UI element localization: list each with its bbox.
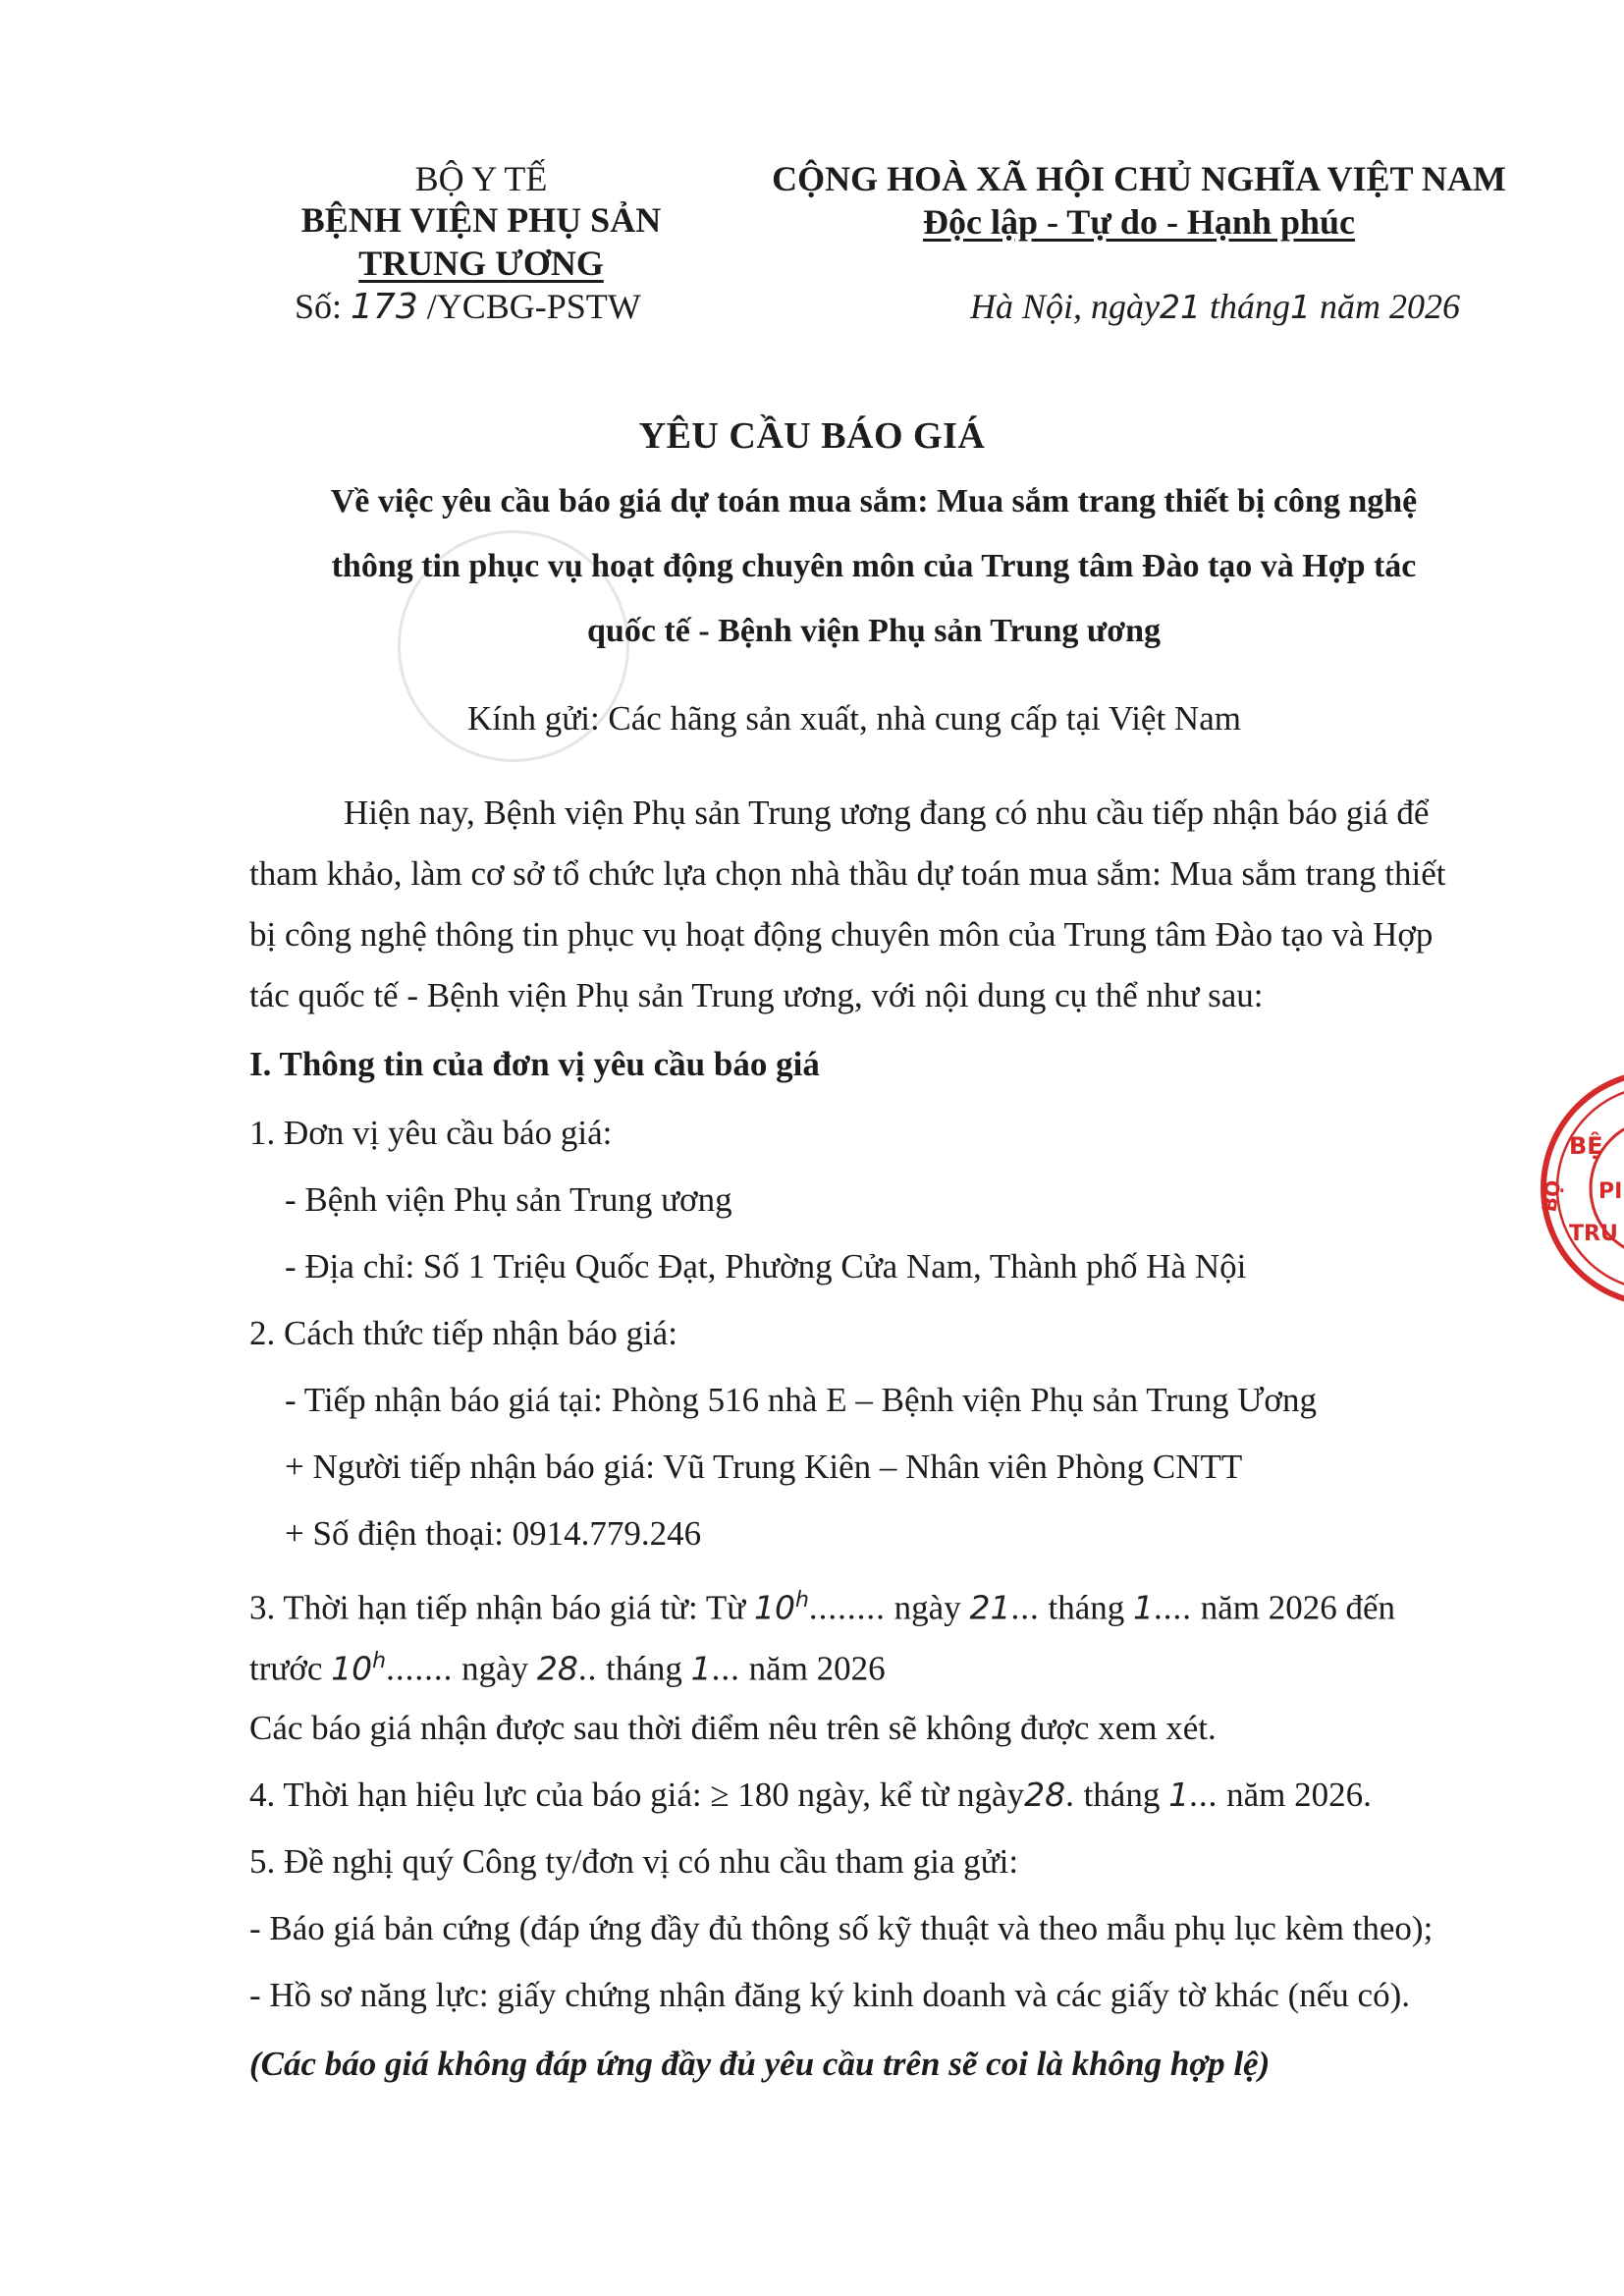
recipient-line: Kính gửi: Các hãng sản xuất, nhà cung cấp tại Việt Nam (467, 699, 1241, 738)
item-3-dots-1: ........ (808, 1588, 886, 1627)
item-3-line-1 (249, 1579, 1395, 1630)
item-3-start: 3. Thời hạn tiếp nhận báo giá từ: Từ (249, 1588, 746, 1627)
item-5-capability: - Hồ sơ năng lực: giấy chứng nhận đăng ký kinh doanh và các giấy tờ khác (nếu có). (249, 1976, 1410, 2014)
date-month-handwritten: 1 (1290, 288, 1312, 326)
item-3-day-from: 21 (969, 1588, 1011, 1627)
item-3-dots-4: ....... (386, 1649, 454, 1688)
item-3-year-from: năm 2026 đến (1200, 1588, 1396, 1627)
item-3-dots-5: .. (577, 1649, 598, 1688)
item-3-day-to: 28 (536, 1649, 578, 1688)
section-1-heading: I. Thông tin của đơn vị yêu cầu báo giá (249, 1045, 820, 1083)
national-motto: Độc lập - Tự do - Hạnh phúc (922, 202, 1356, 242)
item-4-month-label: tháng (1083, 1776, 1161, 1814)
hospital-seal-stamp (1522, 1066, 1624, 1311)
date-year: năm 2026 (1320, 287, 1461, 326)
item-3-dots-2: ... (1010, 1588, 1040, 1627)
item-4-month: 1 (1168, 1776, 1190, 1814)
issue-date (970, 285, 1460, 329)
stamp-side-text: BỘ (1537, 1177, 1566, 1214)
item-3-note: Các báo giá nhận được sau thời điểm nêu trên sẽ không được xem xét. (249, 1709, 1217, 1747)
closing-note: (Các báo giá không đáp ứng đầy đủ yêu cầu trên sẽ coi là không hợp lệ) (249, 2045, 1271, 2083)
date-month-label: tháng (1210, 287, 1291, 326)
item-3-year-to: năm 2026 (748, 1649, 886, 1688)
document-subject (236, 469, 1512, 664)
item-3-day-label-1: ngày (893, 1588, 961, 1627)
item-1: 1. Đơn vị yêu cầu báo giá: (249, 1114, 613, 1152)
country-name: CỘNG HOÀ XÃ HỘI CHỦ NGHĨA VIỆT NAM (772, 159, 1506, 198)
stamp-text-line-3: TRU (1569, 1222, 1618, 1246)
intro-line-3: bị công nghệ thông tin phục vụ hoạt động chuyên môn của Trung tâm Đào tạo và Hợp (249, 915, 1434, 954)
item-3-day-label-2: ngày (461, 1649, 529, 1688)
date-day-handwritten: 21 (1160, 288, 1201, 326)
document-number-prefix: Số: (295, 287, 343, 326)
item-3-month-label-2: tháng (606, 1649, 682, 1688)
item-3-hour-from: 10 (753, 1588, 795, 1627)
item-2-location: - Tiếp nhận báo giá tại: Phòng 516 nhà E – Bệnh viện Phụ sản Trung Ương (285, 1381, 1317, 1419)
item-5: 5. Đề nghị quý Công ty/đơn vị có nhu cầu tham gia gửi: (249, 1842, 1019, 1881)
item-3-dots-6: ... (711, 1649, 740, 1688)
subject-line-1: Về việc yêu cầu báo giá dự toán mua sắm: Mua sắm trang thiết bị công nghệ (330, 483, 1418, 519)
intro-line-2: tham khảo, làm cơ sở tổ chức lựa chọn nhà thầu dự toán mua sắm: Mua sắm trang thiết (249, 854, 1446, 893)
stamp-text-line-2: PI (1598, 1179, 1623, 1204)
item-3-before: trước (249, 1649, 323, 1688)
item-4 (249, 1774, 1372, 1817)
item-3-line-2 (249, 1640, 886, 1691)
ministry-name: BỘ Y TẾ (414, 159, 548, 198)
item-3-hour-to: 10 (331, 1649, 373, 1688)
subject-line-2: thông tin phục vụ hoạt động chuyên môn của Trung tâm Đào tạo và Hợp tác (331, 548, 1417, 584)
item-4-dots-1: . (1065, 1776, 1075, 1814)
item-4-year: năm 2026. (1226, 1776, 1372, 1814)
document-title: YÊU CẦU BÁO GIÁ (638, 415, 986, 457)
item-4-day: 28 (1024, 1776, 1066, 1814)
item-3-month-from: 1 (1132, 1588, 1154, 1627)
intro-line-4: tác quốc tế - Bệnh viện Phụ sản Trung ương, với nội dung cụ thể như sau: (249, 976, 1264, 1014)
intro-line-1: Hiện nay, Bệnh viện Phụ sản Trung ương đang có nhu cầu tiếp nhận báo giá để (344, 793, 1430, 832)
subject-line-3: quốc tế - Bệnh viện Phụ sản Trung ương (587, 613, 1161, 649)
item-3-month-to: 1 (690, 1649, 712, 1688)
hospital-name-line1: BỆNH VIỆN PHỤ SẢN (300, 200, 662, 240)
date-prefix: Hà Nội, ngày (970, 287, 1160, 326)
item-2-phone: + Số điện thoại: 0914.779.246 (285, 1514, 702, 1553)
document-number-suffix: /YCBG-PSTW (426, 287, 641, 326)
item-5-quotation: - Báo giá bản cứng (đáp ứng đầy đủ thông số kỹ thuật và theo mẫu phụ lục kèm theo); (249, 1909, 1434, 1947)
item-2-receiver: + Người tiếp nhận báo giá: Vũ Trung Kiên – Nhân viên Phòng CNTT (285, 1448, 1243, 1486)
hospital-name-line2: TRUNG ƯƠNG (358, 244, 604, 283)
item-4-start: 4. Thời hạn hiệu lực của báo giá: ≥ 180 ngày, kể từ ngày (249, 1776, 1025, 1814)
item-4-dots-2: ... (1189, 1776, 1218, 1814)
document-number (295, 285, 641, 329)
item-1-address: - Địa chỉ: Số 1 Triệu Quốc Đạt, Phường Cửa Nam, Thành phố Hà Nội (285, 1247, 1247, 1285)
item-3-month-label-1: tháng (1048, 1588, 1125, 1627)
stamp-text-line-1: BỆ (1569, 1132, 1603, 1160)
item-3-hour-from-sup: h (794, 1588, 809, 1613)
document-number-handwritten: 173 (351, 287, 418, 327)
item-3-hour-to-sup: h (372, 1649, 387, 1673)
item-1-hospital: - Bệnh viện Phụ sản Trung ương (285, 1180, 732, 1219)
item-3-dots-3: .... (1153, 1588, 1192, 1627)
item-2: 2. Cách thức tiếp nhận báo giá: (249, 1314, 677, 1352)
